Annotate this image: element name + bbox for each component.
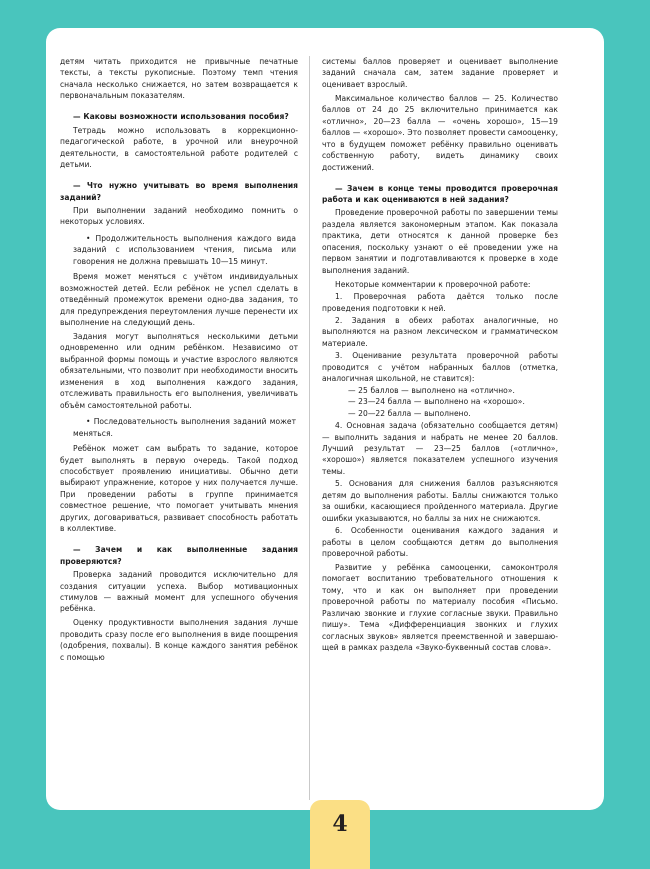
paragraph: Тетрадь можно использовать в коррекционно-педагогической работе, в урочной или внеурочной деятельности, в самостоятельной работе родителей с детьми. (60, 125, 298, 170)
numbered-item: 5. Основания для снижения баллов разъясняются детям до выполнения работы. Баллы снижаются только за ошибки, касающиеся пройденного материала. Другие ошибки указываются, но баллы за них не снижаются. (322, 479, 558, 523)
paragraph: детям читать приходится не привычные печатные тексты, а тексты рукописные. Поэтому темп чтения сначала несколько снижается, но затем возвращается к первоначальным показателям. (60, 57, 298, 101)
left-column (60, 56, 309, 800)
numbered-item: 1. Проверочная работа даётся только после проведения подготовки к ней. (322, 292, 558, 313)
question-heading: — Зачем в конце темы проводится проверочная работа и как оцениваются в ней задания? (322, 183, 558, 204)
question-heading: — Что нужно учитывать во время выполнения заданий? (60, 181, 298, 202)
paragraph: Проверка заданий проводится исключительно для создания ситуации успеха. Выбор мотивационных стимулов — важный момент для успешного обучения ребёнка. (60, 570, 298, 614)
right-column (309, 56, 558, 800)
dash-item: — 23—24 балла — выполнено на «хорошо». (348, 397, 525, 407)
paragraph: Время может меняться с учётом индивидуальных возможностей детей. Если ребёнок не успел сделать в отведённый промежуток времени одно-два задания, то для предупреждения переутомления лучше перенести их выполнение на следующий день. (60, 272, 298, 328)
paragraph: Развитие у ребёнка самооценки, самоконтроля помогает воспитанию требовательного отношения к тому, что и как он выполняет при проведении проверочной работы по материалу пособия «Письмо. Различаю звонкие и глухие согласные звуки. Правильно пишу». Тема «Дифференциация звонких и глухих согласных звуков» является преемственной и завершающей в рамках раздела «Звуко-буквенный состав слова». (322, 563, 558, 653)
bullet-item: • Продолжительность выполнения каждого вида заданий с использованием чтения, письма или говорения не должна превышать 10—15 минут. (73, 233, 296, 266)
paragraph: При выполнении заданий необходимо помнить о некоторых условиях. (60, 205, 298, 227)
paragraph: Оценку продуктивности выполнения задания лучше проводить сразу после его выполнения в виде поощрения (одобрения, похвалы). В конце каждого занятия ребёнок с помощью (60, 618, 298, 662)
dash-item: — 20—22 балла — выполнено. (348, 408, 471, 418)
paragraph: системы баллов проверяет и оценивает выполнение заданий сначала сам, затем задание проверяет и оценивает взрослый. (322, 57, 558, 89)
question-heading: — Каковы возможности использования пособия? (73, 112, 289, 122)
numbered-item: 3. Оценивание результата проверочной работы проводится с учётом набранных баллов (отметка, аналогичная школьной, не ставится): (322, 351, 558, 384)
numbered-item: 6. Особенности оценивания каждого задания и работы в целом сообщаются детям до выполнения проверочной работы. (322, 526, 558, 559)
page-number-badge (310, 800, 370, 869)
page-number: 4 (332, 811, 348, 837)
two-column-layout (60, 56, 590, 800)
paragraph: Проведение проверочной работы по завершении темы раздела является закономерным этапом. Как показала практика, дети относятся к данной проверке без опасения, поскольку узнают о её проведении уже на первом занятии и подготавливаются к проверке в ходе выполнения заданий. (322, 208, 558, 275)
paragraph: Задания могут выполняться несколькими детьми одновременно или одним ребёнком. Независимо от выбранной формы помощь и участие взрослого являются обязательными, что позволит при необходимости вносить изменения в ход выполнения каждого задания, отслеживать правильность его выполнения, увеличивать объём самостоятельной работы. (60, 332, 298, 410)
numbered-item: 2. Задания в обеих работах аналогичные, но выполняются на разном лексическом и грамматическом материале. (322, 316, 558, 348)
paragraph: Некоторые комментарии к проверочной работе: (335, 279, 531, 289)
question-heading: — Зачем и как выполненные задания проверяются? (60, 545, 298, 566)
dash-item: — 25 баллов — выполнено на «отлично». (348, 385, 515, 395)
bullet-item: • Последовательность выполнения заданий может меняться. (73, 417, 296, 438)
numbered-item: 4. Основная задача (обязательно сообщается детям) — выполнить задания и набрать не менее 20 баллов. Лучший результат — 23—25 баллов («отлично», «хорошо») является показателем успешного изучения темы. (322, 421, 558, 476)
paragraph: Максимальное количество баллов — 25. Количество баллов от 24 до 25 включительно принимается как «отлично», 20—23 балла — «очень хорошо», 15—19 баллов — «хорошо». Это позволяет провести самооценку, что в будущем поможет ребёнку правильно оценивать собственную работу, видеть динамику своих достижений. (322, 93, 558, 172)
paragraph: Ребёнок может сам выбрать то задание, которое будет выполнять в первую очередь. Такой подход способствует проявлению инициативы. Обычно дети выбирают упражнение, которое у них получается лучше. При проведении работы в группе принимается совместное решение, что помогает учитывать мнения других, договариваться, развивает способность работать в коллективе. (60, 444, 298, 534)
document-page (46, 28, 604, 810)
